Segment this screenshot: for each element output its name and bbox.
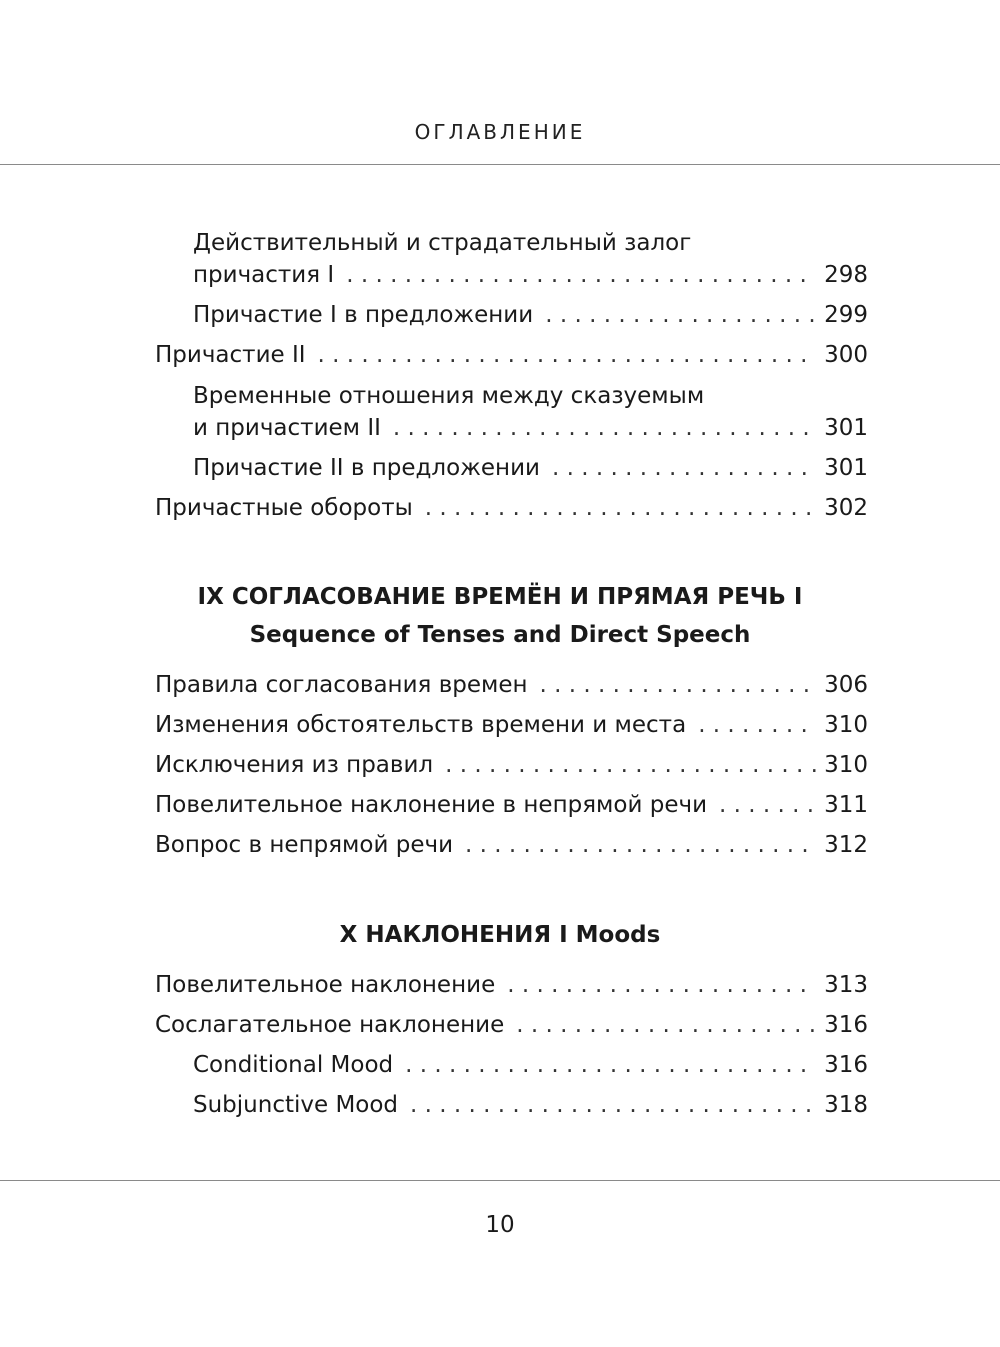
dot-leader: [410, 1090, 816, 1120]
toc-page-number: 298: [824, 262, 868, 288]
dot-leader: [445, 750, 816, 780]
toc-entry-title: Изменения обстоятельств времени и места: [155, 712, 687, 738]
header-rule: [0, 164, 1000, 165]
toc-page-number: 310: [824, 712, 868, 738]
toc-entry-title: Subjunctive Mood: [193, 1092, 399, 1118]
dot-leader: [698, 710, 816, 740]
toc-entry-title-line1: Временные отношения между сказуемым: [193, 383, 705, 409]
toc-page-number: 300: [824, 342, 868, 368]
dot-leader: [465, 830, 816, 860]
toc-entry-title: Правила согласования времен: [155, 672, 528, 698]
dot-leader: [405, 1050, 816, 1080]
toc-page-number: 312: [824, 832, 868, 858]
toc-entry-title: Повелительное наклонение: [155, 972, 496, 998]
footer-rule: [0, 1180, 1000, 1181]
toc-entry-title: Сослагательное наклонение: [155, 1012, 505, 1038]
dot-leader: [318, 340, 817, 370]
running-head: ОГЛАВЛЕНИЕ: [414, 120, 586, 144]
toc-page-number: 316: [824, 1012, 868, 1038]
toc-entry-title: Повелительное наклонение в непрямой речи: [155, 792, 708, 818]
toc-entry-title: Причастные обороты: [155, 495, 413, 521]
toc-page-number: 301: [824, 455, 868, 481]
toc-entry-title: Причастие I в предложении: [193, 302, 534, 328]
toc-page-number: 316: [824, 1052, 868, 1078]
chapter-title: IX СОГЛАСОВАНИЕ ВРЕМЁН И ПРЯМАЯ РЕЧЬ I: [197, 584, 803, 610]
dot-leader: [540, 670, 817, 700]
dot-leader: [346, 260, 816, 290]
toc-page-number: 302: [824, 495, 868, 521]
toc-page-number: 313: [824, 972, 868, 998]
dot-leader: [516, 1010, 816, 1040]
dot-leader: [719, 790, 816, 820]
chapter-title: X НАКЛОНЕНИЯ I Moods: [339, 922, 661, 948]
dot-leader: [552, 453, 816, 483]
toc-page-number: 301: [824, 415, 868, 441]
toc-page-number: 318: [824, 1092, 868, 1118]
toc-page-number: 306: [824, 672, 868, 698]
chapter-subtitle: Sequence of Tenses and Direct Speech: [249, 622, 751, 648]
dot-leader: [425, 493, 816, 523]
toc-entry-title: Conditional Mood: [193, 1052, 394, 1078]
toc-entry-title: Исключения из правил: [155, 752, 434, 778]
toc-page-number: 310: [824, 752, 868, 778]
toc-entry-title: и причастием II: [193, 415, 381, 441]
dot-leader: [507, 970, 816, 1000]
toc-page-number: 311: [824, 792, 868, 818]
dot-leader: [393, 413, 816, 443]
toc-page-number: 299: [824, 302, 868, 328]
dot-leader: [545, 300, 816, 330]
page-number: 10: [485, 1212, 515, 1238]
toc-entry-title: Причастие II: [155, 342, 306, 368]
toc-entry-title: причастия I: [193, 262, 335, 288]
toc-entry-title: Вопрос в непрямой речи: [155, 832, 454, 858]
toc-entry-title: Причастие II в предложении: [193, 455, 540, 481]
toc-entry-title-line1: Действительный и страдательный залог: [193, 230, 692, 256]
